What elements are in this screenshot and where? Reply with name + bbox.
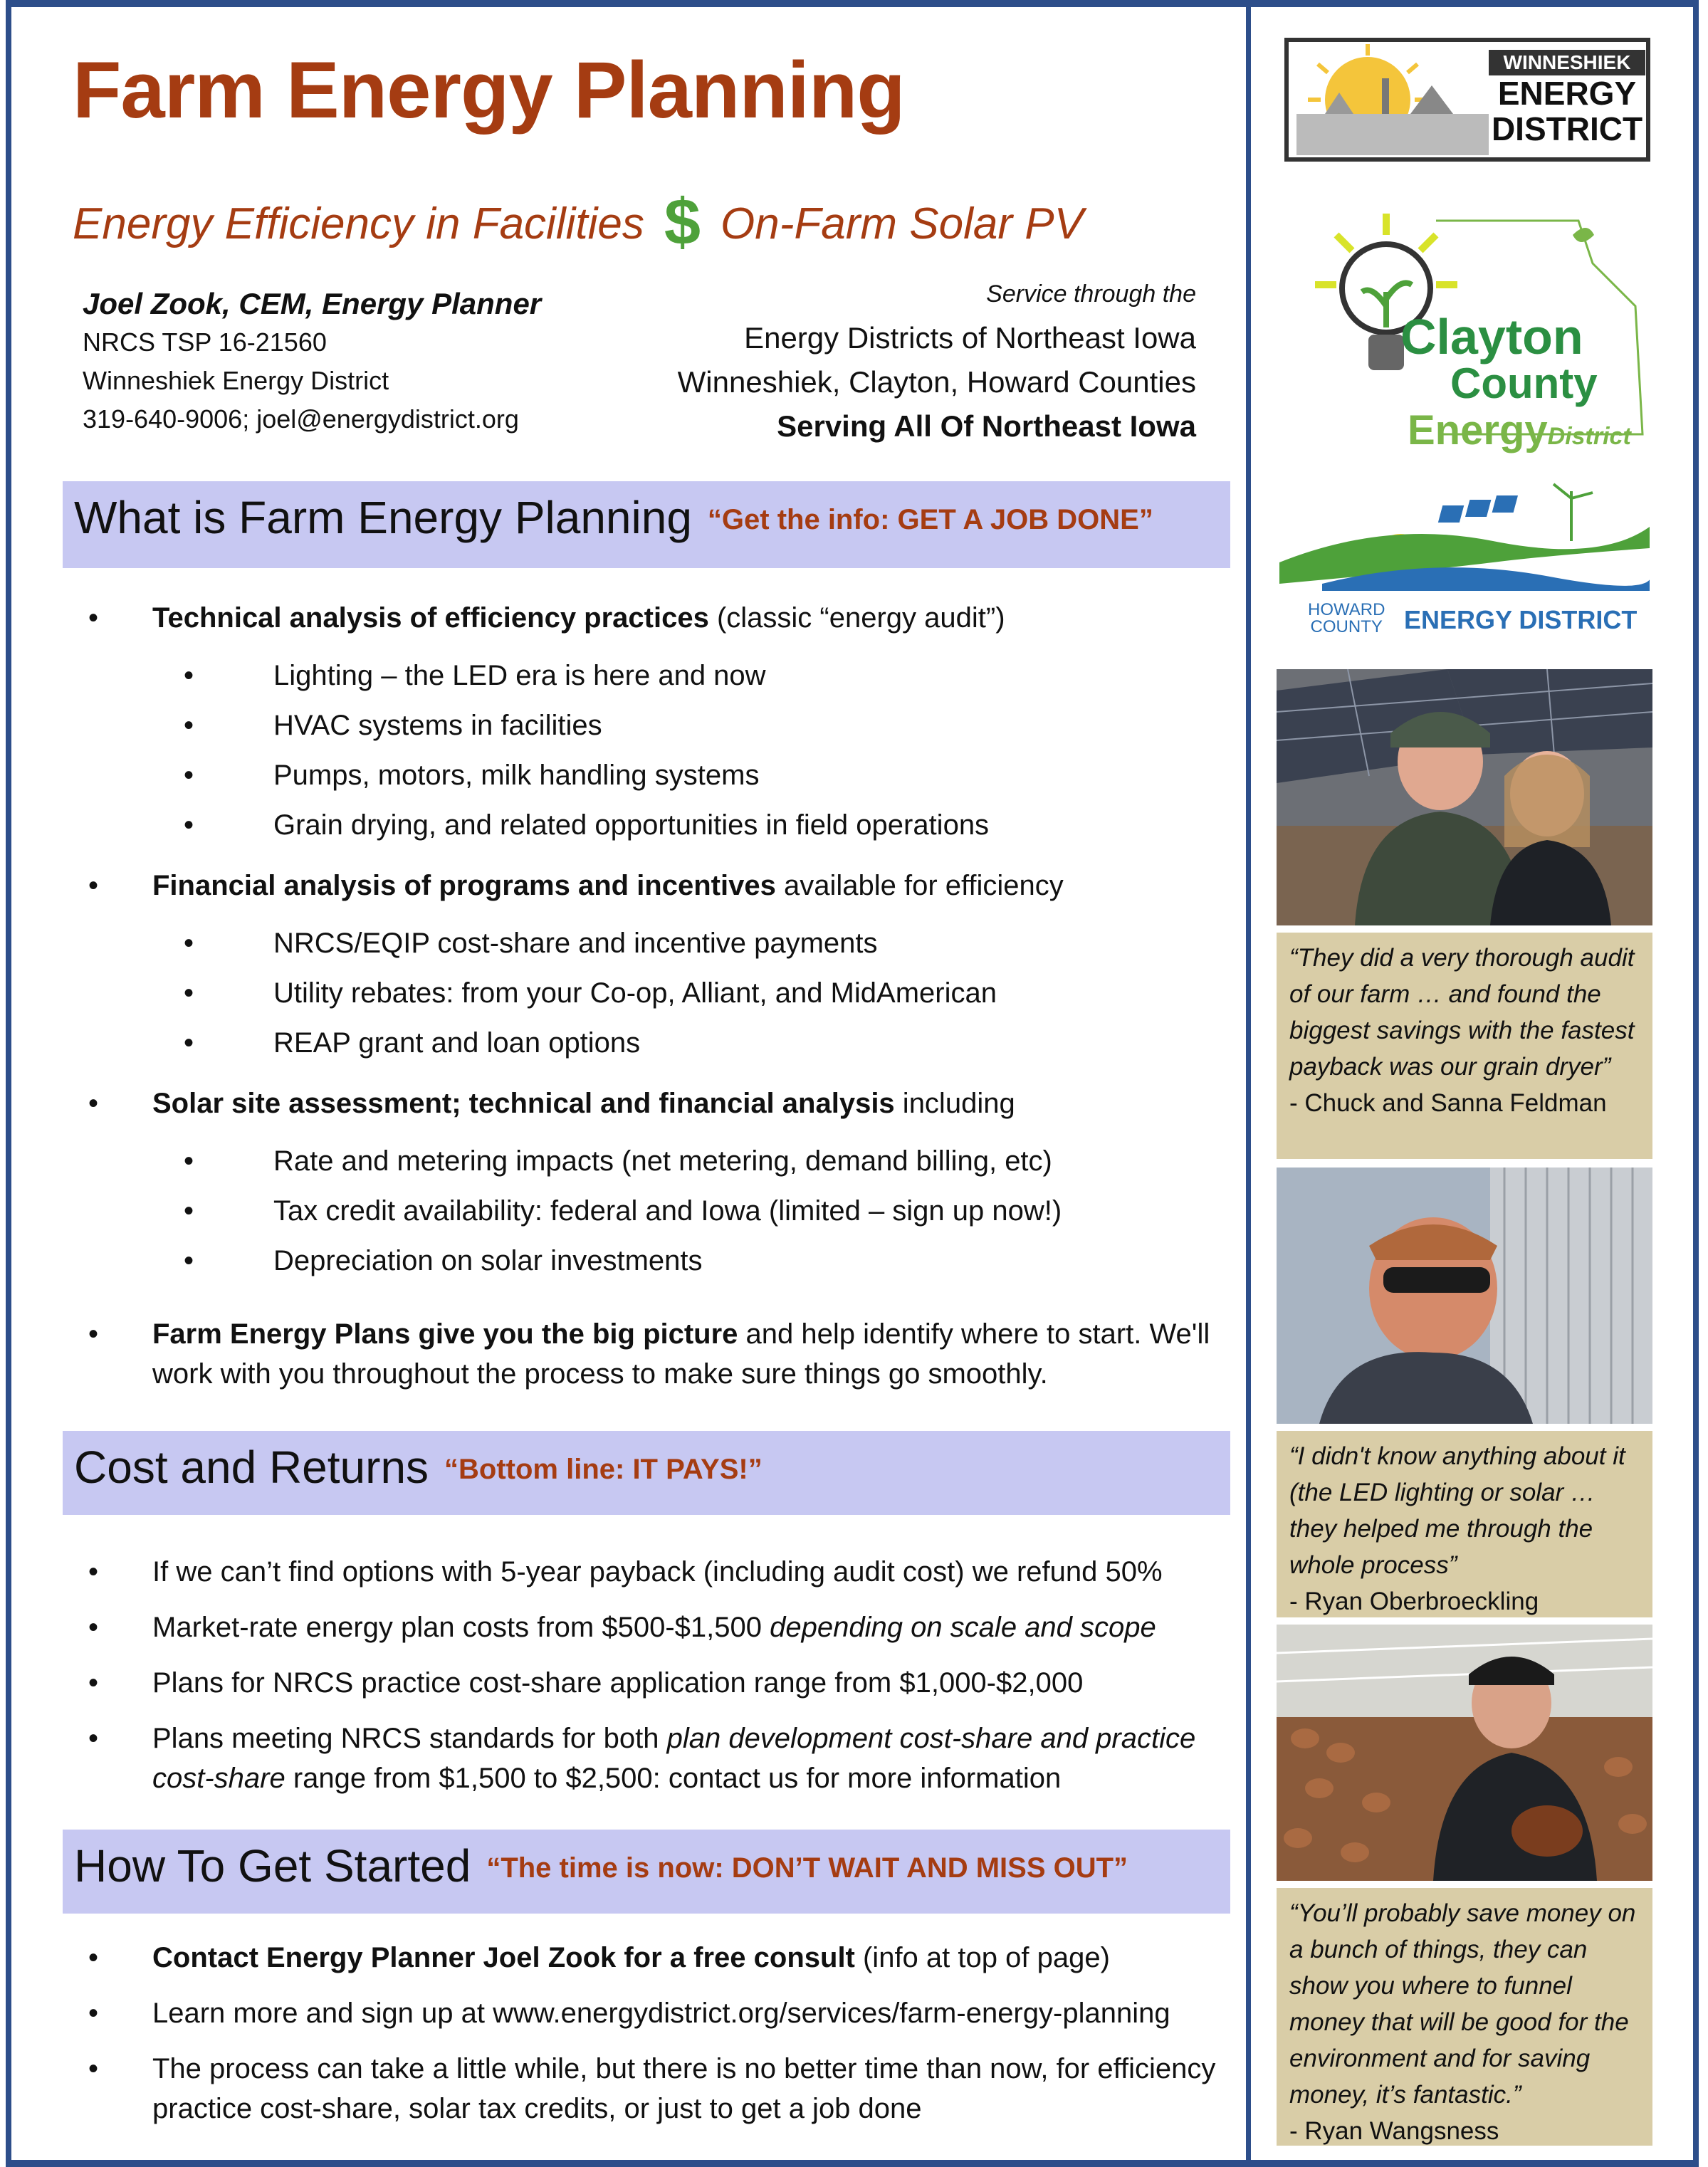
cost-item-1: If we can’t find options with 5-year payback (including audit cost) we refund 50% [152,1556,1163,1588]
testimonial-quote-feldman [1277,933,1652,1159]
what-bullet-3-bold: Solar site assessment; technical and financial analysis [152,1088,895,1119]
testimonial-quote-oberbroeckling [1277,1431,1652,1617]
start-list [63,1938,1245,2129]
list-item [63,1552,1245,1592]
testimonial-photo-feldman [1277,669,1652,925]
dollar-icon: $ [664,186,701,258]
list-item [63,1084,1245,1286]
section-cost-quote: “Bottom line: IT PAYS!” [444,1454,763,1485]
column-divider [1246,0,1251,2167]
subtitle-solar: On-Farm Solar PV [721,199,1084,248]
testimonial-text: “You’ll probably save money on a bunch of things, they can show you where to funnel money that will be good for the environment and for saving money, it’s fantastic.” [1289,1899,1636,2109]
what-bullet-4-rest: and help identify where to start. We'll work with you throughout the process to make sure things go smoothly. [152,1318,1210,1390]
what-bullet-2-sublist [152,918,1245,1068]
what-bullet-1-sublist [152,651,1245,850]
section-start-title: How To Get Started [74,1840,471,1891]
sub-item-text: Utility rebates: from your Co-op, Alliant, and MidAmerican [273,977,997,1009]
subtitle-efficiency: Energy Efficiency in Facilities [73,199,644,248]
testimonial-author: - Chuck and Sanna Feldman [1289,1089,1607,1117]
sub-item-text: HVAC systems in facilities [273,710,602,741]
cost-item-4c: range from $1,500 to $2,500: contact us for more information [285,1763,1062,1794]
section-what-title: What is Farm Energy Planning [74,492,692,543]
what-bullet-4-bold: Farm Energy Plans give you the big picture [152,1318,738,1350]
contact-block [83,285,541,439]
section-cost-heading [74,1441,763,1494]
section-start-header [63,1830,1230,1914]
testimonial-author: - Ryan Oberbroeckling [1289,1588,1539,1615]
list-item [63,1993,1245,2033]
cost-item-2a: Market-rate energy plan costs from $500-$1,500 [152,1612,770,1643]
section-what-header [63,481,1230,568]
clayton-logo-line1: Clayton [1400,309,1583,364]
section-what-quote: “Get the info: GET A JOB DONE” [707,504,1153,535]
what-bullet-2-rest: available for efficiency [775,870,1064,901]
what-bullet-3-rest: including [894,1088,1015,1119]
list-item [63,1938,1245,1978]
clayton-logo-line4: District [1547,423,1631,450]
side-column [1251,7,1693,2157]
sub-item-text: Grain drying, and related opportunities in field operations [273,809,990,841]
sub-item-text: Tax credit availability: federal and Iowa (limited – sign up now!) [273,1195,1062,1227]
testimonial-quote-wangsness [1277,1888,1652,2146]
list-item [63,1236,1245,1286]
sub-item-text: NRCS/EQIP cost-share and incentive payments [273,928,878,959]
winneshiek-logo [1282,36,1652,164]
list-item [63,1607,1245,1647]
list-item [63,701,1245,750]
winneshiek-logo-line3: DISTRICT [1491,110,1643,147]
main-column [28,7,1239,2157]
cost-item-2b: depending on scale and scope [770,1612,1156,1643]
list-item [63,968,1245,1018]
page-title: Farm Energy Planning [73,46,905,135]
start-item-1-bold: Contact Energy Planner Joel Zook for a free consult [152,1942,855,1973]
testimonial-text: “I didn't know anything about it (the LED lighting or solar … they helped me through the whole process” [1289,1442,1625,1579]
clayton-logo-line3: Energy [1408,407,1548,453]
service-region: Serving All Of Northeast Iowa [777,409,1196,443]
list-item [63,1663,1245,1703]
list-item [63,800,1245,850]
cost-item-4b: plan development cost-share and practice cost-share [152,1723,1196,1794]
contact-tsp: NRCS TSP 16-21560 [83,327,327,357]
list-item [63,1314,1245,1394]
start-item-2: Learn more and sign up at www.energydistrict.org/services/farm-energy-planning [152,1998,1170,2029]
list-item [63,1186,1245,1236]
section-what-heading [74,491,1153,544]
list-item [63,1018,1245,1068]
service-districts: Energy Districts of Northeast Iowa [744,321,1196,355]
howard-logo-name: ENERGY DISTRICT [1404,605,1638,634]
clayton-logo-line2: County [1450,360,1598,407]
sub-item-text: Depreciation on solar investments [273,1245,703,1276]
sub-item-text: Pumps, motors, milk handling systems [273,760,760,791]
what-bullet-3-sublist [152,1136,1245,1286]
service-block [555,272,1196,448]
howard-logo [1279,477,1650,655]
list-item [63,2049,1245,2129]
what-list [63,598,1245,1394]
service-through: Service through the [986,280,1196,308]
list-item [63,866,1245,1068]
service-counties: Winneshiek, Clayton, Howard Counties [677,365,1196,399]
winneshiek-logo-line2: ENERGY [1497,75,1637,112]
section-start-quote: “The time is now: DON’T WAIT AND MISS OUT” [486,1852,1128,1884]
list-item [63,918,1245,968]
contact-phone-email: 319-640-9006; joel@energydistrict.org [83,404,519,434]
contact-org: Winneshiek Energy District [83,366,389,395]
testimonial-text: “They did a very thorough audit of our farm … and found the biggest savings with the fastest payback was our grain dryer” [1289,944,1635,1081]
contact-name: Joel Zook, CEM, Energy Planner [83,287,542,320]
sub-item-text: REAP grant and loan options [273,1027,641,1059]
howard-logo-top: HOWARD [1308,600,1385,619]
cost-list [63,1552,1245,1798]
start-item-3: The process can take a little while, but there is no better time than now, for efficiency practice cost-share, solar tax credits, or just to get a job done [152,2053,1216,2124]
sub-item-text: Rate and metering impacts (net metering, demand billing, etc) [273,1145,1052,1177]
list-item [63,598,1245,850]
cost-item-4a: Plans meeting NRCS standards for both [152,1723,667,1754]
testimonial-photo-wangsness [1277,1625,1652,1881]
what-bullet-1-bold: Technical analysis of efficiency practices [152,602,709,634]
sub-item-text: Lighting – the LED era is here and now [273,660,766,691]
howard-logo-bottom: COUNTY [1310,617,1383,636]
list-item [63,1136,1245,1186]
what-bullet-2-bold: Financial analysis of programs and incentives [152,870,776,901]
testimonial-photo-oberbroeckling [1277,1168,1652,1424]
clayton-logo [1308,206,1650,453]
section-start-heading [74,1840,1128,1892]
section-cost-title: Cost and Returns [74,1442,429,1493]
list-item [63,750,1245,800]
testimonial-author: - Ryan Wangsness [1289,2117,1499,2145]
cost-item-3: Plans for NRCS practice cost-share application range from $1,000-$2,000 [152,1667,1084,1699]
section-cost-header [63,1431,1230,1515]
what-bullet-1-rest: (classic “energy audit”) [708,602,1005,634]
start-item-1-rest: (info at top of page) [854,1942,1110,1973]
page-subtitle [73,185,1084,260]
list-item [63,1719,1245,1798]
winneshiek-logo-line1: WINNESHIEK [1489,50,1645,75]
list-item [63,651,1245,701]
